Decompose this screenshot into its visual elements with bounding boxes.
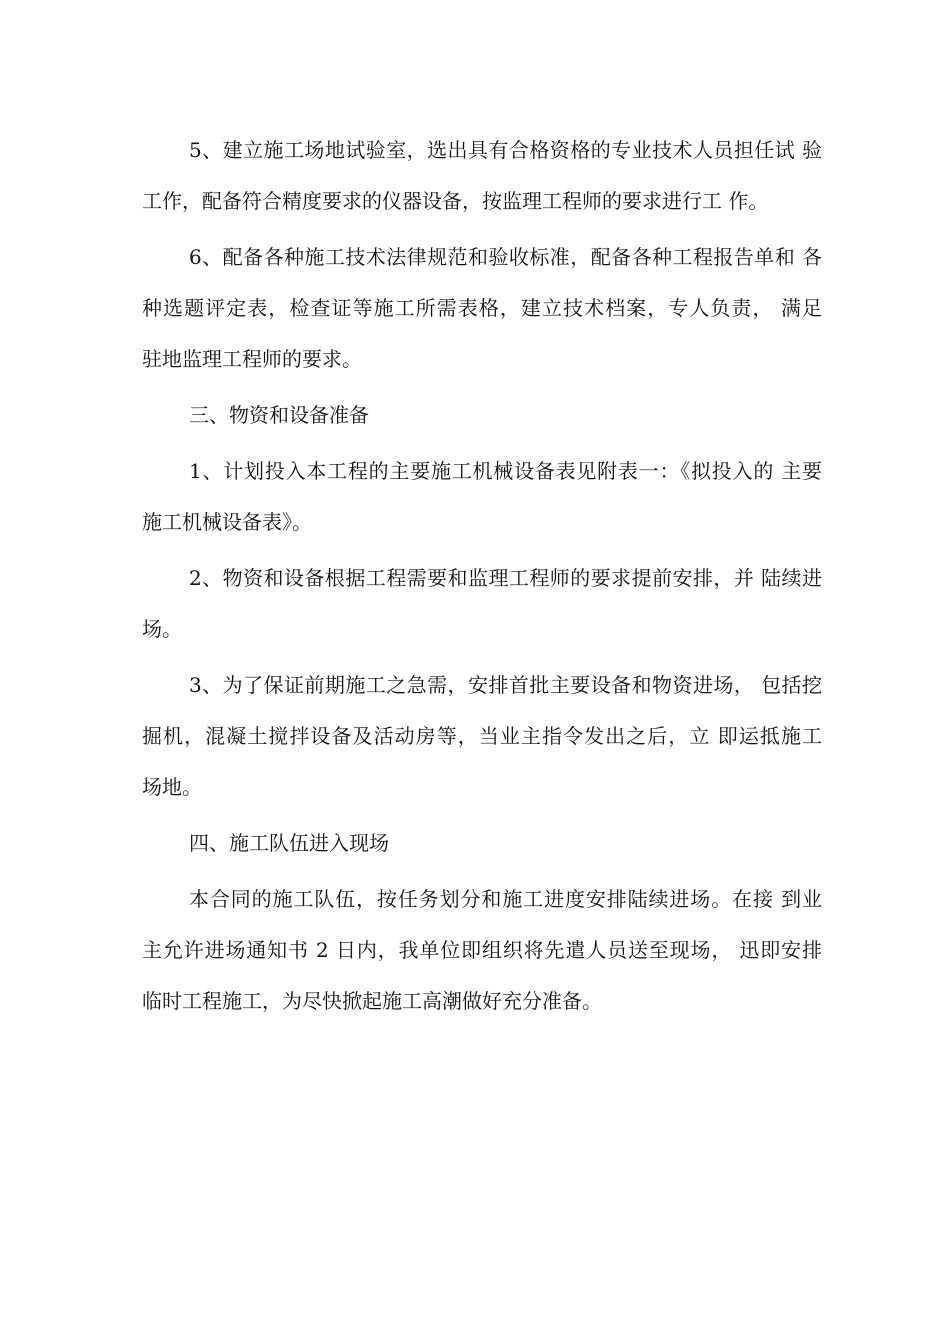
section-heading: 四、施工队伍进入现场 <box>189 831 389 855</box>
paragraph-line: 场。 <box>142 617 182 641</box>
paragraph-line: 本合同的施工队伍，按任务划分和施工进度安排陆续进场。在接 到业 <box>189 887 822 911</box>
paragraph-line: 工作，配备符合精度要求的仪器设备，按监理工程师的要求进行工 作。 <box>142 189 769 213</box>
paragraph-line: 1、计划投入本工程的主要施工机械设备表见附表一：《拟投入的 主要 <box>189 459 822 483</box>
paragraph-item-2 <box>142 553 822 655</box>
section-heading: 三、物资和设备准备 <box>189 403 369 427</box>
paragraph-line: 主允许进场通知书 2 日内，我单位即组织将先遣人员送至现场， 迅即安排 <box>142 938 822 962</box>
paragraph-line: 3、为了保证前期施工之急需，安排首批主要设备和物资进场， 包括挖 <box>189 673 822 697</box>
paragraph-line: 驻地监理工程师的要求。 <box>142 347 362 371</box>
paragraph-item-5 <box>142 125 822 227</box>
paragraph-line: 5、建立施工场地试验室，选出具有合格资格的专业技术人员担任试 验 <box>189 138 822 162</box>
section-heading-3 <box>142 390 822 441</box>
document-body <box>142 125 822 1032</box>
paragraph-item-6 <box>142 232 822 385</box>
paragraph-line: 6、配备各种施工技术法律规范和验收标准，配备各种工程报告单和 各 <box>189 245 822 269</box>
paragraph-contract-team <box>142 874 822 1027</box>
paragraph-line: 临时工程施工，为尽快掀起施工高潮做好充分准备。 <box>142 989 602 1013</box>
paragraph-line: 2、物资和设备根据工程需要和监理工程师的要求提前安排，并 陆续进 <box>189 566 822 590</box>
paragraph-item-1 <box>142 446 822 548</box>
paragraph-item-3 <box>142 660 822 813</box>
paragraph-line: 场地。 <box>142 775 202 799</box>
paragraph-line: 施工机械设备表》。 <box>142 510 312 534</box>
paragraph-line: 掘机，混凝土搅拌设备及活动房等，当业主指令发出之后，立 即运抵施工 <box>142 724 822 748</box>
paragraph-line: 种选题评定表，检查证等施工所需表格，建立技术档案，专人负责， 满足 <box>142 296 822 320</box>
section-heading-4 <box>142 818 822 869</box>
